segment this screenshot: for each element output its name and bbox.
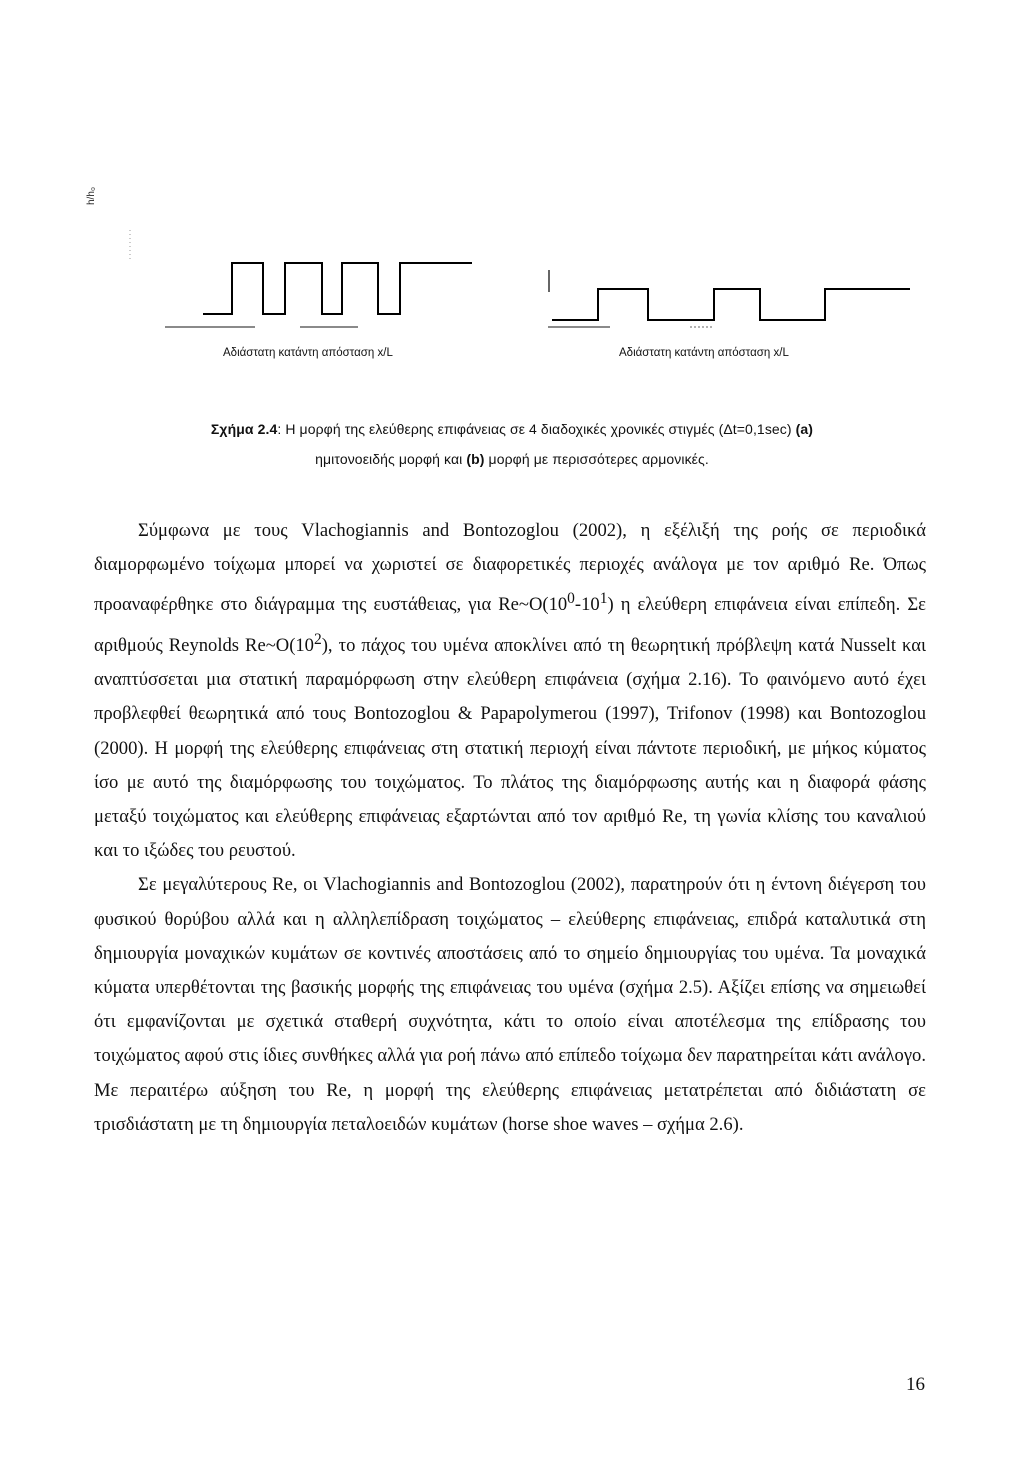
page-number: 16 <box>906 1374 925 1395</box>
body-text <box>94 514 926 1142</box>
caption-prefix: Σχήμα 2.4 <box>210 421 278 437</box>
panel-a-x-label: Αδιάστατη κατάντη απόσταση x/L <box>223 347 393 359</box>
panel-b-x-label: Αδιάστατη κατάντη απόσταση x/L <box>619 347 789 359</box>
caption-line-2 <box>0 444 1024 474</box>
paragraph-1-part-c: ) η ελεύθερη επιφάνεια είναι επίπεδη. Σε αριθμούς Reynolds Re~O(10 <box>94 594 926 656</box>
y-axis-label: h/h₀ <box>86 186 97 205</box>
paragraph-1-part-b: -10 <box>574 594 600 616</box>
panel-b-wall-profile <box>552 289 910 320</box>
paragraph-1 <box>94 514 926 868</box>
caption-text-2: ημιτονοειδής μορφή και <box>315 451 467 467</box>
panel-a-wall-profile <box>203 263 472 314</box>
paragraph-2: Σε μεγαλύτερους Re, οι Vlachogiannis and Bontozoglou (2002), παρατηρούν ότι η έντονη διέγερση του φυσικού θορύβου αλλά και η αλληλεπίδραση τοιχώματος – ελεύθερης επιφάνειας, επιδρά καταλυτικά στη δημιουργία μοναχικών κυμάτων σε κοντινές αποστάσεις από το σημείο δημιουργίας του υμένα. Τα μοναχικά κύματα υπερθέτονται της βασικής μορφής της επιφάνειας του υμένα (σχήμα 2.5). Αξίζει επίσης να σημειωθεί ότι εμφανίζονται με σχετικά σταθερή συχνότητα, κάτι το οποίο είναι αποτέλεσμα της επίδρασης του τοιχώματος αφού στις ίδιες συνθήκες αλλά για ροή πάνω από επίπεδο τοίχωμα δεν παρατηρείται κάτι ανάλογο. Με περαιτέρω αύξηση του Re, η μορφή της ελεύθερης επιφάνειας μετατρέπεται από διδιάστατη σε τρισδιάστατη με τη δημιουργία πεταλοειδών κυμάτων (horse shoe waves – σχήμα 2.6). <box>94 874 926 1135</box>
caption-label-a: (a) <box>795 421 814 437</box>
caption-text-1: : Η μορφή της ελεύθερης επιφάνειας σε 4 διαδοχικές χρονικές στιγμές (Δt=0,1sec) <box>277 421 796 437</box>
figure-caption <box>0 414 1024 474</box>
superscript-1: 1 <box>599 590 608 608</box>
paragraph-1-part-a: Σύμφωνα με τους Vlachogiannis and Bontozoglou (2002), η εξέλιξή της ροής σε περιοδικά διαμορφωμένο τοίχωμα μπορεί να χωριστεί σε διαφορετικές περιοχές ανάλογα με τον αριθμό Re. Όπως προαναφέρθηκε στο διάγραμμα της ευστάθειας, για Re~O(10 <box>94 520 926 616</box>
caption-label-b: (b) <box>466 451 485 467</box>
superscript-2: 2 <box>313 630 322 648</box>
caption-text-3: μορφή με περισσότερες αρμονικές. <box>484 451 709 467</box>
figure-graphic <box>0 0 1024 400</box>
caption-line-1 <box>0 414 1024 444</box>
paragraph-1-part-d: ), το πάχος του υμένα αποκλίνει από τη θεωρητική πρόβλεψη κατά Nusselt και αναπτύσσεται μια στατική παραμόρφωση στην ελεύθερη επιφάνεια (σχήμα 2.16). Το φαινόμενο αυτό έχει προβλεφθεί θεωρητικά από τους Bontozoglou & Papapolymerou (1997), Trifonov (1998) και Bontozoglou (2000). Η μορφή της ελεύθερης επιφάνειας στη στατική περιοχή είναι πάντοτε περιοδική, με μήκος κύματος ίσο με αυτό της διαμόρφωσης του τοιχώματος. Το πλάτος της διαμόρφωσης αυτής και η διαφορά φάσης μεταξύ τοιχώματος και ελεύθερης επιφάνειας εξαρτώνται από τον αριθμό Re, τη γωνία κλίσης του καναλιού και το ιξώδες του ρευστού. <box>94 634 927 862</box>
figure-2-4 <box>0 0 1024 400</box>
superscript-0: 0 <box>567 590 575 608</box>
